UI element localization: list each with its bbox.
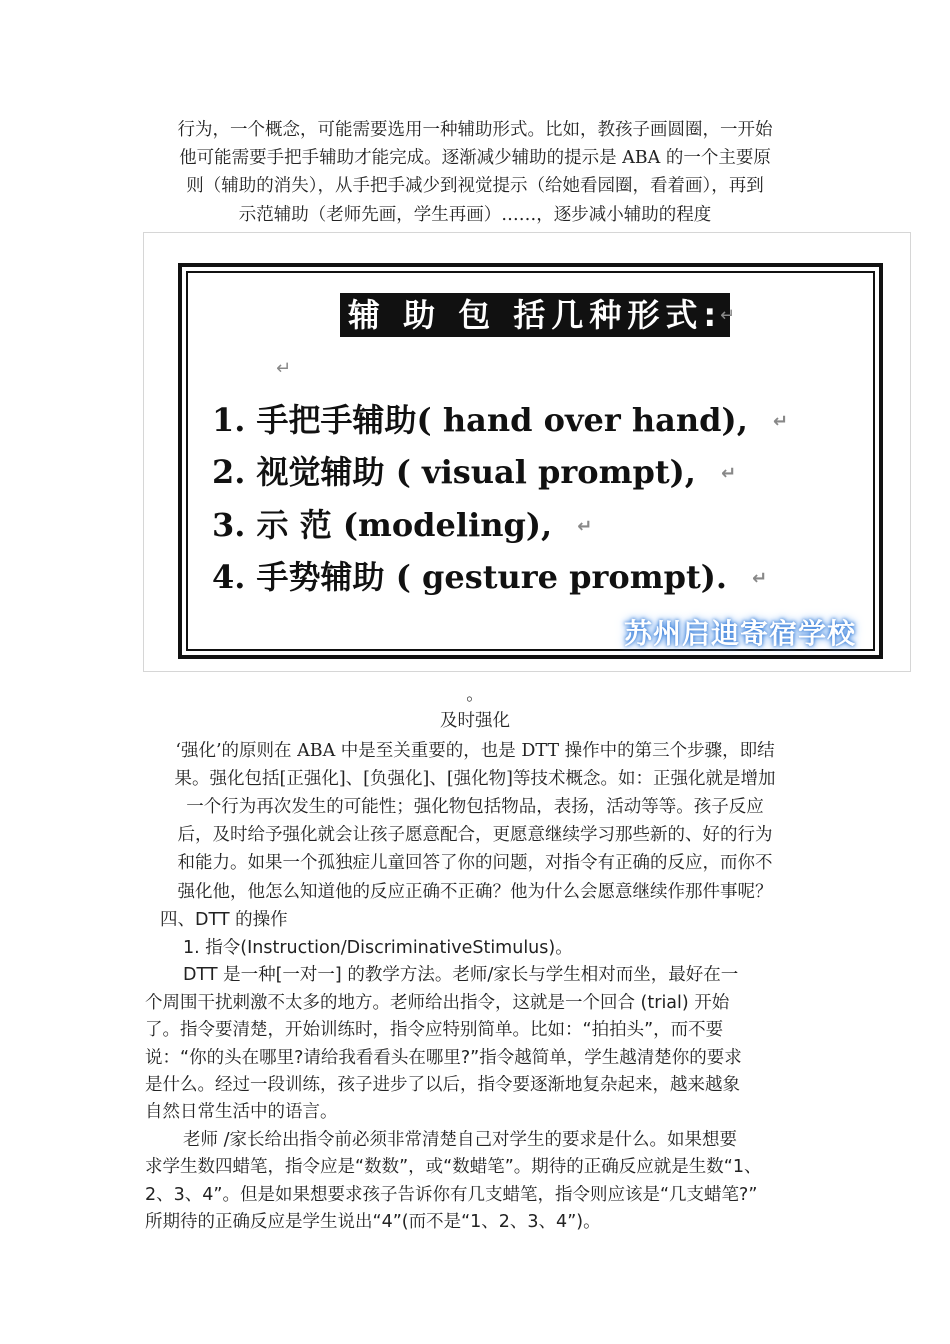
reinforce-line-3: 一个行为再次发生的可能性；强化物包括物品，表扬，活动等等。孩子反应 — [186, 797, 764, 817]
para1-line-1: DTT 是一种[一对一] 的教学方法。老师/家长与学生相对而坐，最好在一 — [183, 965, 739, 985]
intro-line-2: 他可能需要手把手辅助才能完成。逐渐减少辅助的提示是 ABA 的一个主要原 — [179, 148, 771, 168]
para1-line-3: 了。指令要清楚，开始训练时，指令应特别简单。比如：“拍拍头”，而不要 — [145, 1020, 724, 1040]
figure-item-text: 1. 手把手辅助( hand over hand), — [212, 401, 748, 439]
figure-caption-mark: 。 — [466, 685, 484, 705]
figure-item-2 — [212, 452, 737, 498]
reinforce-line-4: 后，及时给予强化就会让孩子愿意配合，更愿意继续学习那些新的、好的行为 — [177, 825, 773, 845]
figure-item-3 — [212, 505, 593, 551]
return-mark-icon: ↵ — [577, 516, 593, 537]
figure-heading: 辅 助 包 括几种形式: — [340, 293, 730, 337]
intro-line-4: 示范辅助（老师先画，学生再画）……，逐步减小辅助的程度 — [238, 205, 712, 225]
figure-item-text: 3. 示 范 (modeling), — [212, 506, 553, 544]
para2-line-3: 2、3、4”。但是如果想要求孩子告诉你有几支蜡笔，指令则应该是“几支蜡笔?” — [145, 1185, 758, 1205]
return-mark-icon: ↵ — [752, 568, 768, 589]
reinforce-line-1: ‘强化’的原则在 ABA 中是至关重要的，也是 DTT 操作中的第三个步骤，即结 — [175, 741, 775, 761]
return-mark-icon: ↵ — [276, 358, 292, 379]
watermark-logo: 苏州启迪寄宿学校 — [624, 617, 857, 650]
reinforce-line-2: 果。强化包括[正强化]、[负强化]、[强化物]等技术概念。如：正强化就是增加 — [174, 769, 776, 789]
para2-line-2: 求学生数四蜡笔，指令应是“数数”，或“数蜡笔”。期待的正确反应就是生数“1、 — [145, 1157, 762, 1177]
intro-line-3: 则（辅助的消失），从手把手减少到视觉提示（给她看园圈，看着画），再到 — [186, 176, 764, 196]
para2-line-1: 老师 /家长给出指令前必须非常清楚自己对学生的要求是什么。如果想要 — [183, 1130, 737, 1150]
instruction-heading: 1. 指令(Instruction/DiscriminativeStimulus)。 — [183, 938, 573, 958]
section-title: 及时强化 — [440, 711, 510, 731]
figure-item-text: 4. 手势辅助 ( gesture prompt). — [212, 558, 728, 596]
return-mark-icon: ↵ — [720, 305, 736, 326]
return-mark-icon: ↵ — [772, 411, 789, 432]
return-mark-icon: ↵ — [721, 463, 737, 484]
para1-line-5: 是什么。经过一段训练，孩子进步了以后，指令要逐渐地复杂起来，越来越象 — [145, 1075, 740, 1095]
intro-line-1: 行为，一个概念，可能需要选用一种辅助形式。比如，教孩子画圆圈，一开始 — [177, 120, 773, 140]
para1-line-6: 自然日常生活中的语言。 — [145, 1102, 338, 1122]
para2-line-4: 所期待的正确反应是学生说出“4”(而不是“1、2、3、4”)。 — [145, 1212, 601, 1232]
dtt-heading: 四、DTT 的操作 — [160, 910, 288, 930]
figure-item-text: 2. 视觉辅助 ( visual prompt), — [212, 453, 696, 491]
para1-line-4: 说：“你的头在哪里?请给我看看头在哪里?”指令越简单，学生越清楚你的要求 — [145, 1048, 742, 1068]
figure-item-4 — [212, 557, 768, 603]
figure-item-1 — [212, 400, 789, 446]
para1-line-2: 个周围干扰刺激不太多的地方。老师给出指令，这就是一个回合 (trial) 开始 — [145, 993, 730, 1013]
reinforce-line-5: 和能力。如果一个孤独症儿童回答了你的问题，对指令有正确的反应，而你不 — [177, 853, 773, 873]
reinforce-line-6: 强化他，他怎么知道他的反应正确不正确？他为什么会愿意继续作那件事呢？ — [177, 882, 773, 902]
